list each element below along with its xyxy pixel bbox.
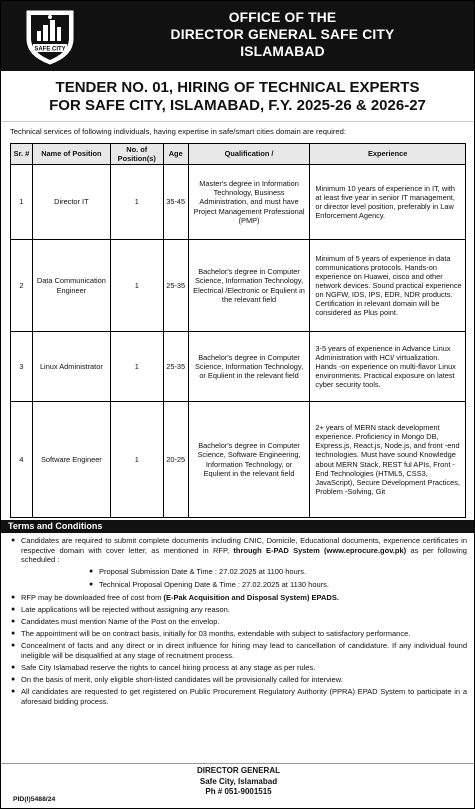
term-text: Candidates are required to submit complete documents including CNIC, Domicile, Educational documents, experience certificates in respective domain with cover letter, as mentioned in RFP,: [21, 536, 467, 555]
table-row: [11, 165, 466, 240]
table-header-row: [11, 144, 466, 165]
signature-block: [151, 766, 326, 798]
logo-text: SAFE CITY: [34, 46, 66, 53]
header-banner: [1, 1, 474, 71]
cell-experience: Minimum 10 years of experience in IT, with at least five year in senior IT management, or director level position, preferably in Law Enforcement Agency.: [310, 165, 466, 240]
term-text: Late applications will be rejected without assigning any reason.: [21, 604, 230, 614]
table-row: [11, 332, 466, 402]
term-text: All candidates are requested to get registered on Public Procurement Regulatory Authority (PPRA) EPAD System to participate in a aforesaid bidding process.: [21, 687, 467, 707]
cell-age: 25-35: [163, 332, 188, 402]
signatory-phone: Ph # 051-9001515: [205, 787, 272, 797]
pid-number: PID(I)5488/24: [13, 796, 56, 803]
term-epads: (E-Pak Acquisition and Disposal System) EPADS.: [163, 592, 339, 602]
sub-list-item: [11, 567, 467, 577]
term-text: Concealment of facts and any direct or in direct influence for hiring may lead to cancellation of candidature. If any individual found ineligible will be disqualified at any stage of recruitment process.: [21, 641, 467, 660]
bullet-icon: ●: [11, 605, 16, 613]
cell-qualification: Bachelor's degree in Computer Science, Information Technology, Electrical /Electronic or Equlient in the relevant field: [188, 240, 310, 332]
bullet-icon: ●: [11, 642, 16, 650]
header-age: Age: [163, 144, 188, 165]
bullet-icon: ●: [89, 580, 94, 588]
list-item: [11, 687, 467, 706]
list-item: [11, 593, 467, 603]
cell-experience: 2+ years of MERN stack development experience. Proficiency in Mongo DB, Express.js, React.js, Node.js, and front -end technologies. Must have sound Knowledge about MERN Stack, REST ful APIs, Front -End Technologies (HTML5, CSS3, JavaScript), Secure Development Practices, Problem -Solving, Git: [310, 402, 466, 518]
cell-name: Linux Administrator: [32, 332, 110, 402]
signatory-title: DIRECTOR GENERAL: [197, 766, 280, 775]
cell-no: 1: [110, 332, 163, 402]
cell-age: 25-35: [163, 240, 188, 332]
term-epad-link[interactable]: through E-PAD System (www.eprocure.gov.pk): [233, 545, 407, 555]
bullet-icon: ●: [11, 676, 16, 684]
schedule-submission: Proposal Submission Date & Time : 27.02.2025 at 1100 hours.: [99, 567, 307, 577]
list-item: [11, 605, 467, 615]
cell-name: Data Communication Engineer: [32, 240, 110, 332]
cell-sr: 3: [11, 332, 33, 402]
positions-table: [10, 143, 466, 518]
tender-line1: TENDER NO. 01, HIRING OF TECHNICAL EXPERTS: [55, 79, 420, 96]
cell-sr: 1: [11, 165, 33, 240]
header-qualification: Qualification /: [188, 144, 310, 165]
terms-list: [11, 536, 467, 709]
term-text: Candidates must mention Name of the Post on the envelop.: [21, 616, 220, 626]
intro-text: Technical services of following individuals, having expertise in safe/smart cities domain are required:: [10, 127, 346, 136]
office-title-line1: OFFICE OF THE: [228, 10, 337, 25]
header-no: No. of Position(s): [110, 144, 163, 165]
bullet-icon: ●: [11, 630, 16, 638]
sub-list-item: [11, 580, 467, 590]
table-row: [11, 402, 466, 518]
list-item: [11, 663, 467, 673]
cell-sr: 4: [11, 402, 33, 518]
bullet-icon: ●: [11, 617, 16, 625]
list-item: [11, 641, 467, 660]
term-text: On the basis of merit, only eligible short-listed candidates will be provisionally called for interview.: [21, 675, 343, 685]
tender-heading: [1, 71, 474, 122]
bullet-icon: ●: [11, 593, 16, 601]
cell-qualification: Bachelor's degree in Computer Science, Information Technology, or Equlient in the relevant field: [188, 332, 310, 402]
list-item: [11, 617, 467, 627]
header-name: Name of Position: [32, 144, 110, 165]
list-item: [11, 629, 467, 639]
cell-sr: 2: [11, 240, 33, 332]
signatory-office: Safe City, Islamabad: [199, 776, 278, 786]
cell-qualification: Bachelor's degree in Computer Science, Software Engineering, Information Technology, or Equlient in the relevant field: [188, 402, 310, 518]
term-text: The appointment will be on contract basis, initially for 03 months, extendable with subject to satisfactory performance.: [21, 629, 411, 639]
header-sr: Sr. #: [11, 144, 33, 165]
terms-heading: Terms and Conditions: [1, 520, 475, 533]
bullet-icon: ●: [11, 664, 16, 672]
term-text: as per following scheduled :: [21, 545, 467, 565]
term-text: Safe City Islamabad reserve the rights to cancel hiring process at any stage as per rules.: [21, 663, 316, 673]
bullet-icon: ●: [89, 568, 94, 576]
footer-divider: [1, 763, 475, 764]
list-item: [11, 675, 467, 685]
table-row: [11, 240, 466, 332]
cell-qualification: Master's degree in Information Technology, Business Administration, and must have Project Management Professional (PMP): [188, 165, 310, 240]
cell-no: 1: [110, 240, 163, 332]
header-experience: Experience: [310, 144, 466, 165]
term-text: RFP may be downloaded free of cost from: [21, 592, 162, 602]
cell-experience: 3-5 years of experience in Advance Linux Administration with HCI/ virtualization. Hands -on experience on multi-flavor Linux environments. Practical exposure on latest cyber security tools.: [310, 332, 466, 402]
bullet-icon: ●: [11, 537, 16, 544]
cell-no: 1: [110, 402, 163, 518]
cell-no: 1: [110, 165, 163, 240]
schedule-opening: Technical Proposal Opening Date & Time : 27.02.2025 at 1130 hours.: [99, 579, 330, 589]
tender-line2: FOR SAFE CITY, ISLAMABAD, F.Y. 2025-26 & 2026-27: [49, 97, 426, 114]
cell-name: Software Engineer: [32, 402, 110, 518]
bullet-icon: ●: [11, 688, 16, 696]
list-item: [11, 536, 467, 565]
safe-city-logo: [23, 7, 77, 65]
office-title-line3: ISLAMABAD: [240, 44, 325, 59]
cell-name: Director IT: [32, 165, 110, 240]
cell-experience: Minimum of 5 years of experience in data communications protocols. Hands-on experience on Huawei, cisco and other network devices. Sound practical experience on NGFW, IDS, IPS, EDR, NDR products. Certification in relevant domain will be considered as Plus point.: [310, 240, 466, 332]
office-title-line2: DIRECTOR GENERAL SAFE CITY: [170, 27, 395, 42]
office-title: [91, 9, 474, 60]
cell-age: 35-45: [163, 165, 188, 240]
cell-age: 20-25: [163, 402, 188, 518]
